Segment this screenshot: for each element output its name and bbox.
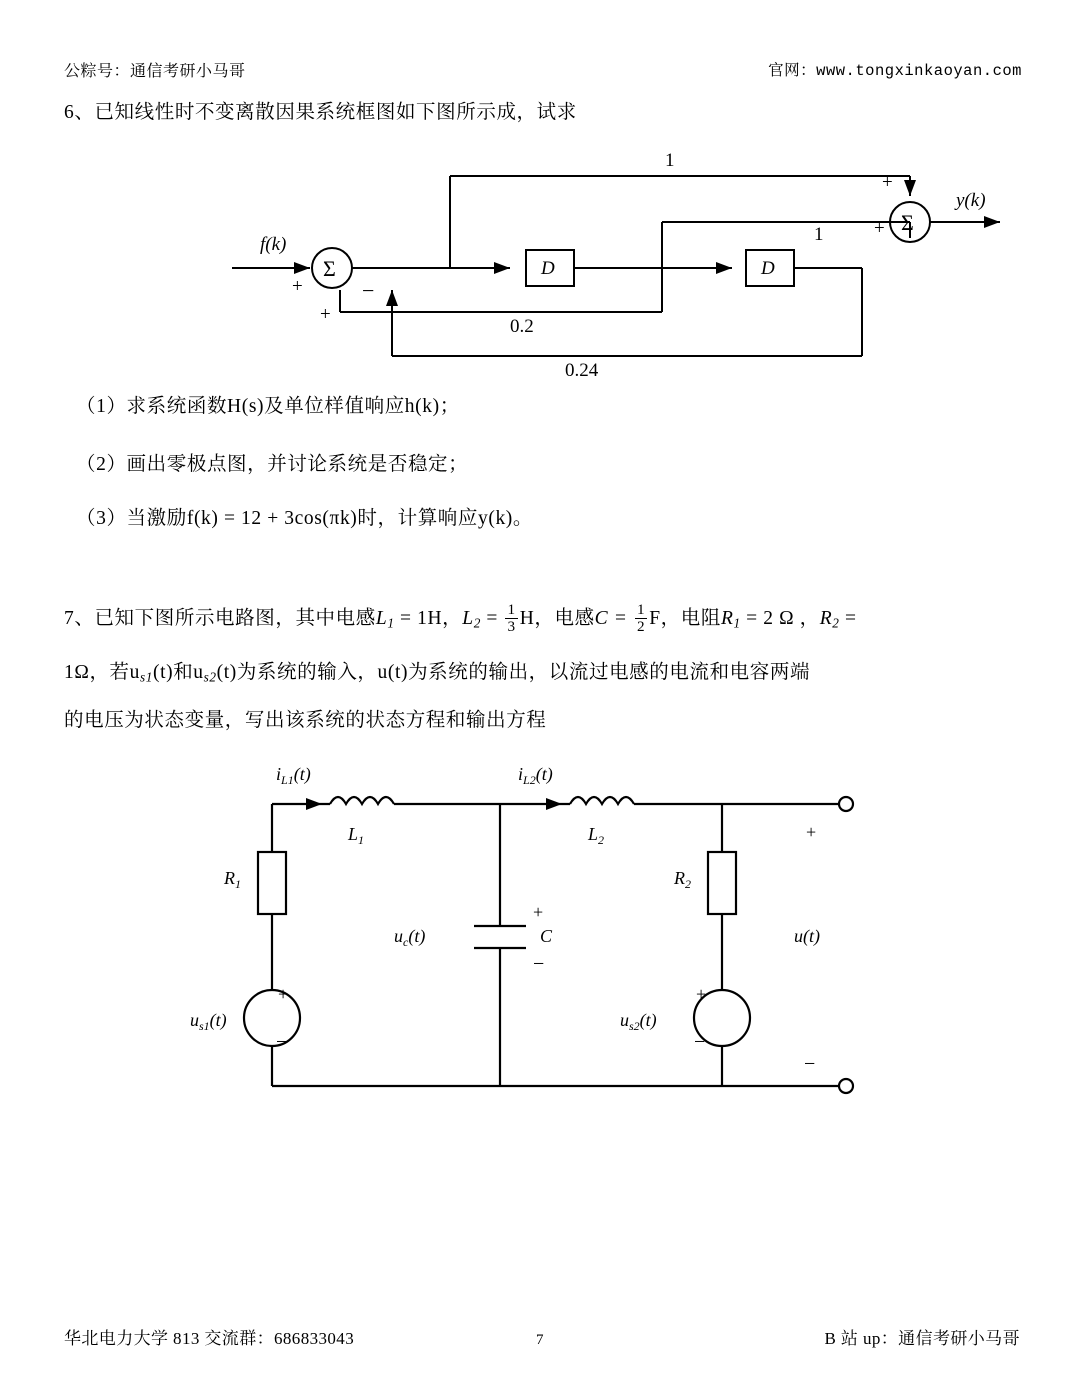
q7-L1-sub: 1 [387, 615, 395, 631]
sign-in-plus-2: + [320, 304, 331, 325]
q7-L1: L [375, 608, 388, 629]
circuit-cap-plus: + [533, 902, 544, 922]
q7-C-fraction [635, 602, 647, 635]
q7-L2-num: 1 [507, 600, 516, 618]
header-left-text: 公粽号：通信考研小马哥 [64, 63, 246, 80]
circuit-out-plus: + [806, 822, 817, 842]
circuit-us2-minus: − [694, 1031, 706, 1053]
q7-L2-fraction [505, 602, 517, 635]
q7-C: C = [594, 608, 633, 629]
question-7-line-3: 的电压为状态变量，写出该系统的状态方程和输出方程 [64, 710, 547, 731]
question-6-part-3 [76, 502, 533, 536]
circuit-C-label: C [540, 926, 553, 946]
q7-line2-s1: s1 [140, 669, 153, 685]
diagram-output-label: y(k) [956, 190, 986, 211]
summer-right-symbol: Σ [901, 210, 914, 235]
q7-R1-val: = 2 Ω ， [740, 608, 820, 629]
header-right-url: 官网：www.tongxinkaoyan.com [768, 62, 1022, 80]
circuit-us1-plus: + [278, 984, 289, 1004]
footer-page-number: 7 [536, 1332, 544, 1348]
q6-p1-text: （1）求系统函数H(s)及单位样值响应h(k)； [76, 396, 460, 417]
footer-left-text: 华北电力大学 813 交流群：686833043 [64, 1329, 355, 1348]
question-7-stem [64, 598, 1024, 645]
circuit-us1-minus: − [276, 1031, 288, 1053]
question-6-part-1 [76, 390, 460, 424]
q7-line2-b: (t)和u [152, 662, 204, 683]
circuit-u-out-label: u(t) [794, 926, 820, 946]
circuit-uc-label: $u_c(t)$ [394, 926, 426, 949]
q7-R2-eqsign: = [839, 608, 857, 629]
q7-line2-c: (t)为系统的输入，u(t)为系统的输出，以流过电感的电流和电容两端 [216, 662, 811, 683]
q7-C-unit: F，电阻 [649, 608, 721, 629]
circuit-us1-label: $u_{s1}(t)$ [190, 1010, 227, 1033]
sign-in-minus: − [362, 278, 375, 303]
q7-C-den: 2 [637, 617, 646, 635]
question-7-circuit-diagram [190, 756, 910, 1101]
q7-L2-sub: 2 [473, 615, 481, 631]
circuit-iL1-label: $i_{L1}(t)$ [276, 764, 311, 787]
q7-R1: R [720, 608, 734, 629]
diagram-input-label: f(k) [260, 234, 287, 255]
q7-L2-unit: H，电感 [519, 608, 595, 629]
sign-out-plus-left: + [874, 218, 885, 239]
q6-p2-text: （2）画出零极点图，并讨论系统是否稳定； [76, 454, 469, 475]
q7-L2-den: 3 [507, 617, 516, 635]
circuit-out-minus: − [804, 1053, 816, 1075]
q7-line2-a: 1Ω，若u [64, 662, 140, 683]
circuit-L1-label: $L_1$ [348, 824, 365, 847]
q7-line2-s2: s2 [203, 669, 217, 685]
gain-024-label: 0.24 [565, 360, 599, 381]
question-6-stem: 6、已知线性时不变离散因果系统框图如下图所示成，试求 [64, 102, 577, 123]
q7-line1-a: 7、已知下图所示电路图，其中电感 [64, 608, 376, 629]
circuit-us2-label: $u_{s2}(t)$ [620, 1010, 657, 1033]
question-6-block-diagram [210, 140, 986, 385]
circuit-cap-minus: − [533, 953, 545, 975]
circuit-iL2-label: $i_{L2}(t)$ [518, 764, 553, 787]
q7-C-num: 1 [637, 600, 646, 618]
footer-right-text: B 站 up：通信考研小马哥 [824, 1329, 1020, 1348]
circuit-R1-label: $R_1$ [224, 868, 241, 891]
q7-L1-val: = 1H， [394, 608, 463, 629]
gain-mid-label: 1 [814, 224, 824, 245]
question-7-line-2 [64, 652, 1034, 699]
q7-R2-sub: 2 [832, 615, 840, 631]
question-6-part-2 [76, 448, 468, 482]
sign-in-plus: + [292, 276, 303, 297]
q7-L2: L [462, 608, 474, 629]
gain-top-label: 1 [665, 150, 675, 171]
q7-R1-sub: 1 [733, 615, 741, 631]
circuit-us2-plus: + [696, 984, 707, 1004]
circuit-L2-label: $L_2$ [588, 824, 605, 847]
circuit-R2-label: $R_2$ [674, 868, 691, 891]
delay-2-label: D [761, 258, 775, 279]
sign-out-plus-top: + [882, 172, 893, 193]
q6-p3-text: （3）当激励f(k) = 12 + 3cos(πk)时，计算响应y(k)。 [76, 508, 533, 529]
delay-1-label: D [541, 258, 555, 279]
q7-L2-eqsign: = [480, 608, 504, 629]
q7-R2: R [819, 608, 833, 629]
gain-02-label: 0.2 [510, 316, 534, 337]
summer-left-symbol: Σ [323, 256, 336, 281]
